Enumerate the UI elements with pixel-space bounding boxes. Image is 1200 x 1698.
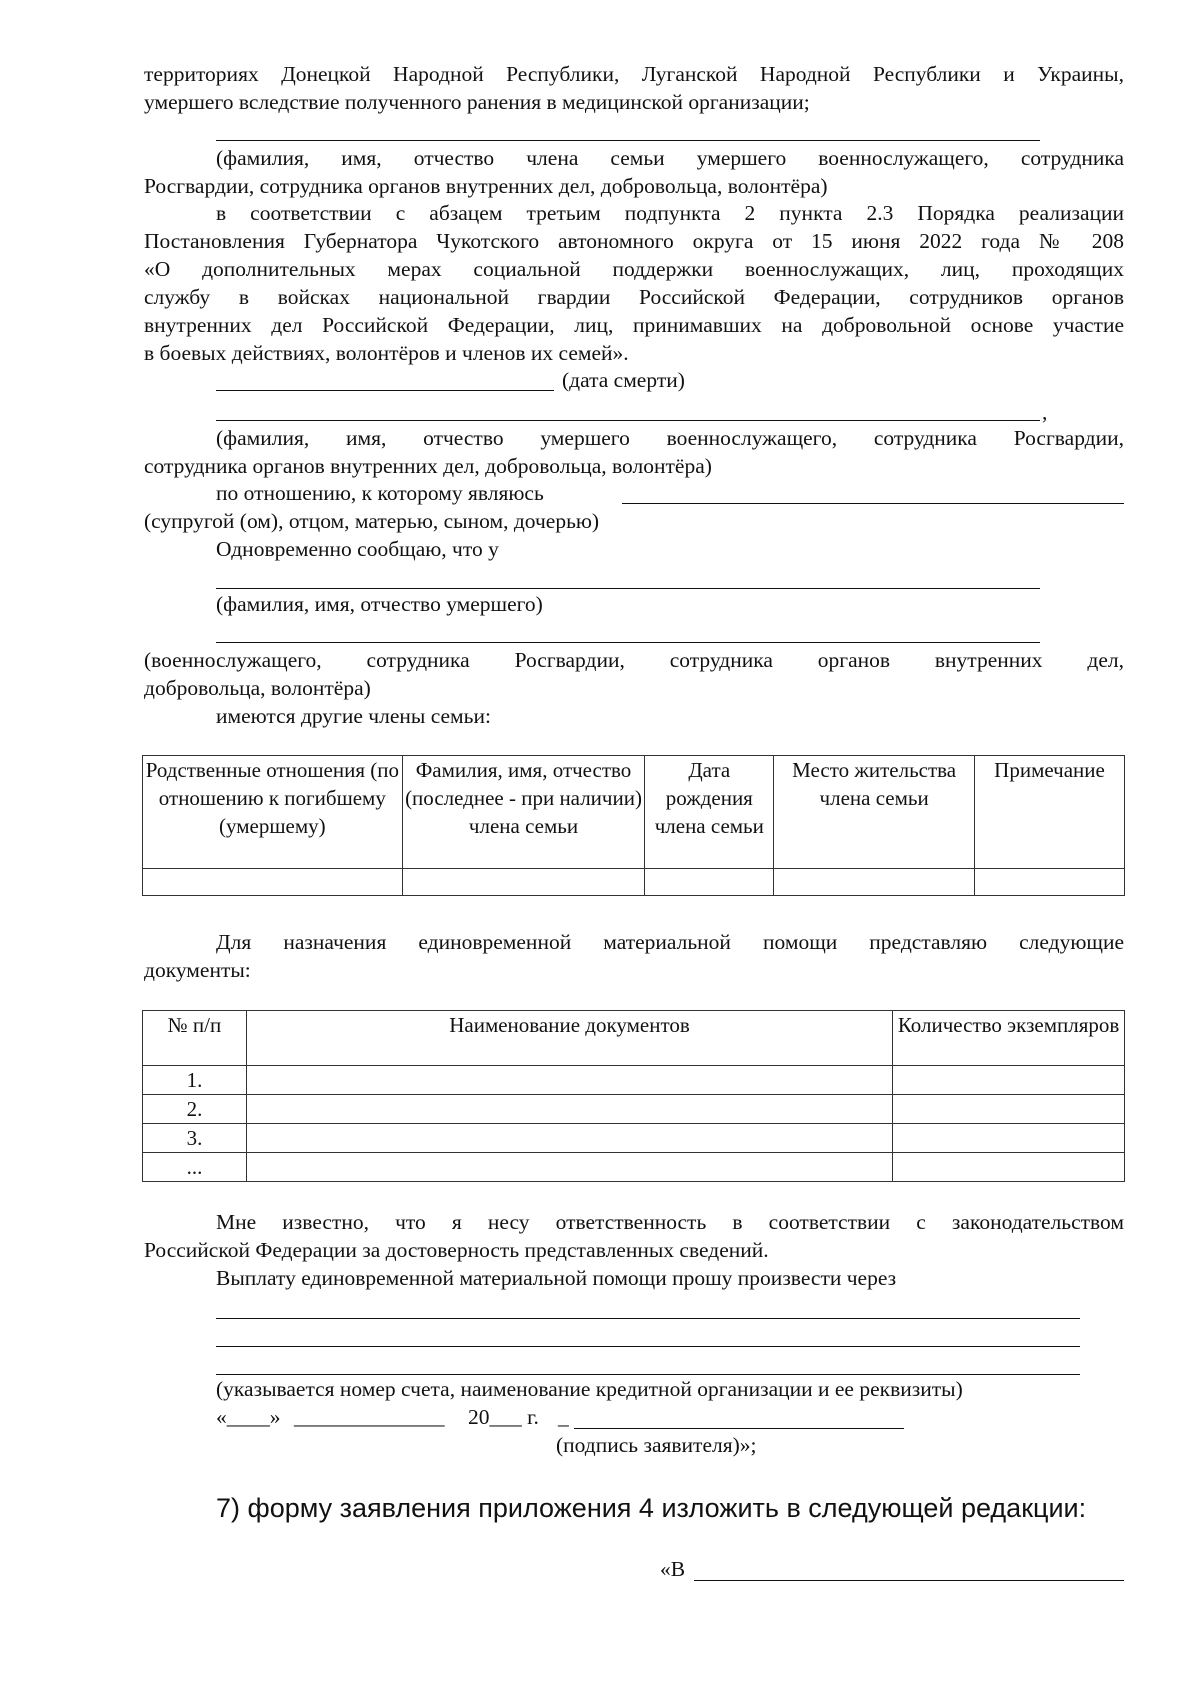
account-caption: (указывается номер счета, наименование кредитной организации и ее реквизиты)	[216, 1377, 963, 1401]
table-row	[143, 1066, 1125, 1095]
relation-blank	[622, 503, 1124, 504]
other-members-label: имеются другие члены семьи:	[216, 704, 491, 728]
service-caption-line-1: (военнослужащего, сотрудника Росгвардии, сотрудника органов внутренних дел,	[144, 648, 1124, 672]
signature-blank	[574, 1428, 904, 1429]
header-full-name: Фамилия, имя, отчество (последнее - при наличии) члена семьи	[402, 756, 645, 869]
legal-basis-line-6: в боевых действиях, волонтёров и членов их семей».	[144, 341, 629, 365]
table-cell[interactable]	[774, 869, 975, 896]
date-day: «____»	[216, 1405, 281, 1429]
service-blank	[216, 642, 1040, 643]
relation-caption: (супругой (ом), отцом, матерью, сыном, дочерью)	[144, 509, 600, 533]
legal-basis-line-1: в соответствии с абзацем третьим подпункта 2 пункта 2.3 Порядка реализации	[216, 201, 1124, 225]
table-cell[interactable]	[645, 869, 774, 896]
documents-intro-line-2: документы:	[144, 958, 251, 982]
addressee-prefix: «В	[660, 1557, 686, 1581]
table-row[interactable]	[143, 869, 1125, 896]
table-header-row	[143, 756, 1125, 869]
table-row	[143, 1124, 1125, 1153]
payment-label: Выплату единовременной материальной помощи прошу произвести через	[216, 1266, 897, 1290]
legal-basis-line-3: «О дополнительных мерах социальной поддержки военнослужащих, лиц, проходящих	[144, 257, 1124, 281]
table-cell[interactable]	[143, 869, 403, 896]
table-cell[interactable]	[893, 1066, 1125, 1095]
service-caption-line-2: добровольца, волонтёра)	[144, 676, 371, 700]
header-copies: Количество экземпляров	[893, 1011, 1125, 1066]
family-member-caption-line-1: (фамилия, имя, отчество члена семьи умершего военнослужащего, сотрудника	[216, 146, 1124, 170]
deceased-name-blank-2	[216, 588, 1040, 589]
table-cell[interactable]	[246, 1066, 892, 1095]
account-blank-1	[216, 1318, 1080, 1319]
table-cell[interactable]	[246, 1095, 892, 1124]
account-blank-2	[216, 1346, 1080, 1347]
table-cell[interactable]	[246, 1124, 892, 1153]
responsibility-line-2: Российской Федерации за достоверность представленных сведений.	[144, 1238, 769, 1262]
date-of-death-label: (дата смерти)	[562, 368, 685, 392]
date-of-death-blank	[216, 390, 554, 391]
deceased-caption-line-1: (фамилия, имя, отчество умершего военнослужащего, сотрудника Росгвардии,	[216, 426, 1124, 450]
also-inform-text: Одновременно сообщаю, что у	[216, 537, 499, 561]
header-relationship: Родственные отношения (по отношению к погибшему (умершему)	[143, 756, 403, 869]
intro-line-2: умершего вследствие полученного ранения в медицинской организации;	[144, 90, 810, 114]
table-cell[interactable]	[246, 1153, 892, 1182]
date-dash: _	[558, 1405, 569, 1429]
family-members-table	[142, 755, 1125, 896]
row-number: 1.	[143, 1066, 247, 1095]
row-number: 2.	[143, 1095, 247, 1124]
table-row	[143, 1153, 1125, 1182]
date-year: 20___ г.	[468, 1405, 539, 1429]
header-document-name: Наименование документов	[246, 1011, 892, 1066]
relation-label: по отношению, к которому являюсь	[216, 481, 544, 505]
table-row	[143, 1095, 1125, 1124]
intro-line-1: территориях Донецкой Народной Республики, Луганской Народной Республики и Украины,	[144, 62, 1124, 86]
date-month: ______________	[294, 1405, 445, 1429]
header-residence: Место жительства члена семьи	[774, 756, 975, 869]
table-cell[interactable]	[893, 1095, 1125, 1124]
deceased-name-caption: (фамилия, имя, отчество умершего)	[216, 592, 543, 616]
table-cell[interactable]	[893, 1124, 1125, 1153]
header-number: № п/п	[143, 1011, 247, 1066]
header-note: Примечание	[975, 756, 1125, 869]
deceased-caption-line-2: сотрудника органов внутренних дел, добровольца, волонтёра)	[144, 454, 712, 478]
table-header-row	[143, 1011, 1125, 1066]
header-birth-date: Дата рождения члена семьи	[645, 756, 774, 869]
item-7-heading: 7) форму заявления приложения 4 изложить в следующей редакции:	[216, 1493, 1087, 1523]
row-number: ...	[143, 1153, 247, 1182]
comma: ,	[1042, 400, 1048, 424]
family-member-name-blank	[216, 140, 1040, 141]
documents-table	[142, 1010, 1125, 1182]
responsibility-line-1: Мне известно, что я несу ответственность в соответствии с законодательством	[216, 1210, 1124, 1234]
table-cell[interactable]	[975, 869, 1125, 896]
signature-caption: (подпись заявителя)»;	[556, 1433, 757, 1457]
table-cell[interactable]	[402, 869, 645, 896]
family-member-caption-line-2: Росгвардии, сотрудника органов внутренних дел, добровольца, волонтёра)	[144, 174, 828, 198]
addressee-blank	[694, 1580, 1124, 1581]
legal-basis-line-2: Постановления Губернатора Чукотского автономного округа от 15 июня 2022 года № 208	[144, 229, 1124, 253]
legal-basis-line-4: службу в войсках национальной гвардии Российской Федерации, сотрудников органов	[144, 285, 1124, 309]
legal-basis-line-5: внутренних дел Российской Федерации, лиц, принимавших на добровольной основе участие	[144, 313, 1124, 337]
documents-intro-line-1: Для назначения единовременной материальной помощи представляю следующие	[216, 930, 1124, 954]
deceased-name-blank	[216, 420, 1040, 421]
row-number: 3.	[143, 1124, 247, 1153]
table-cell[interactable]	[893, 1153, 1125, 1182]
